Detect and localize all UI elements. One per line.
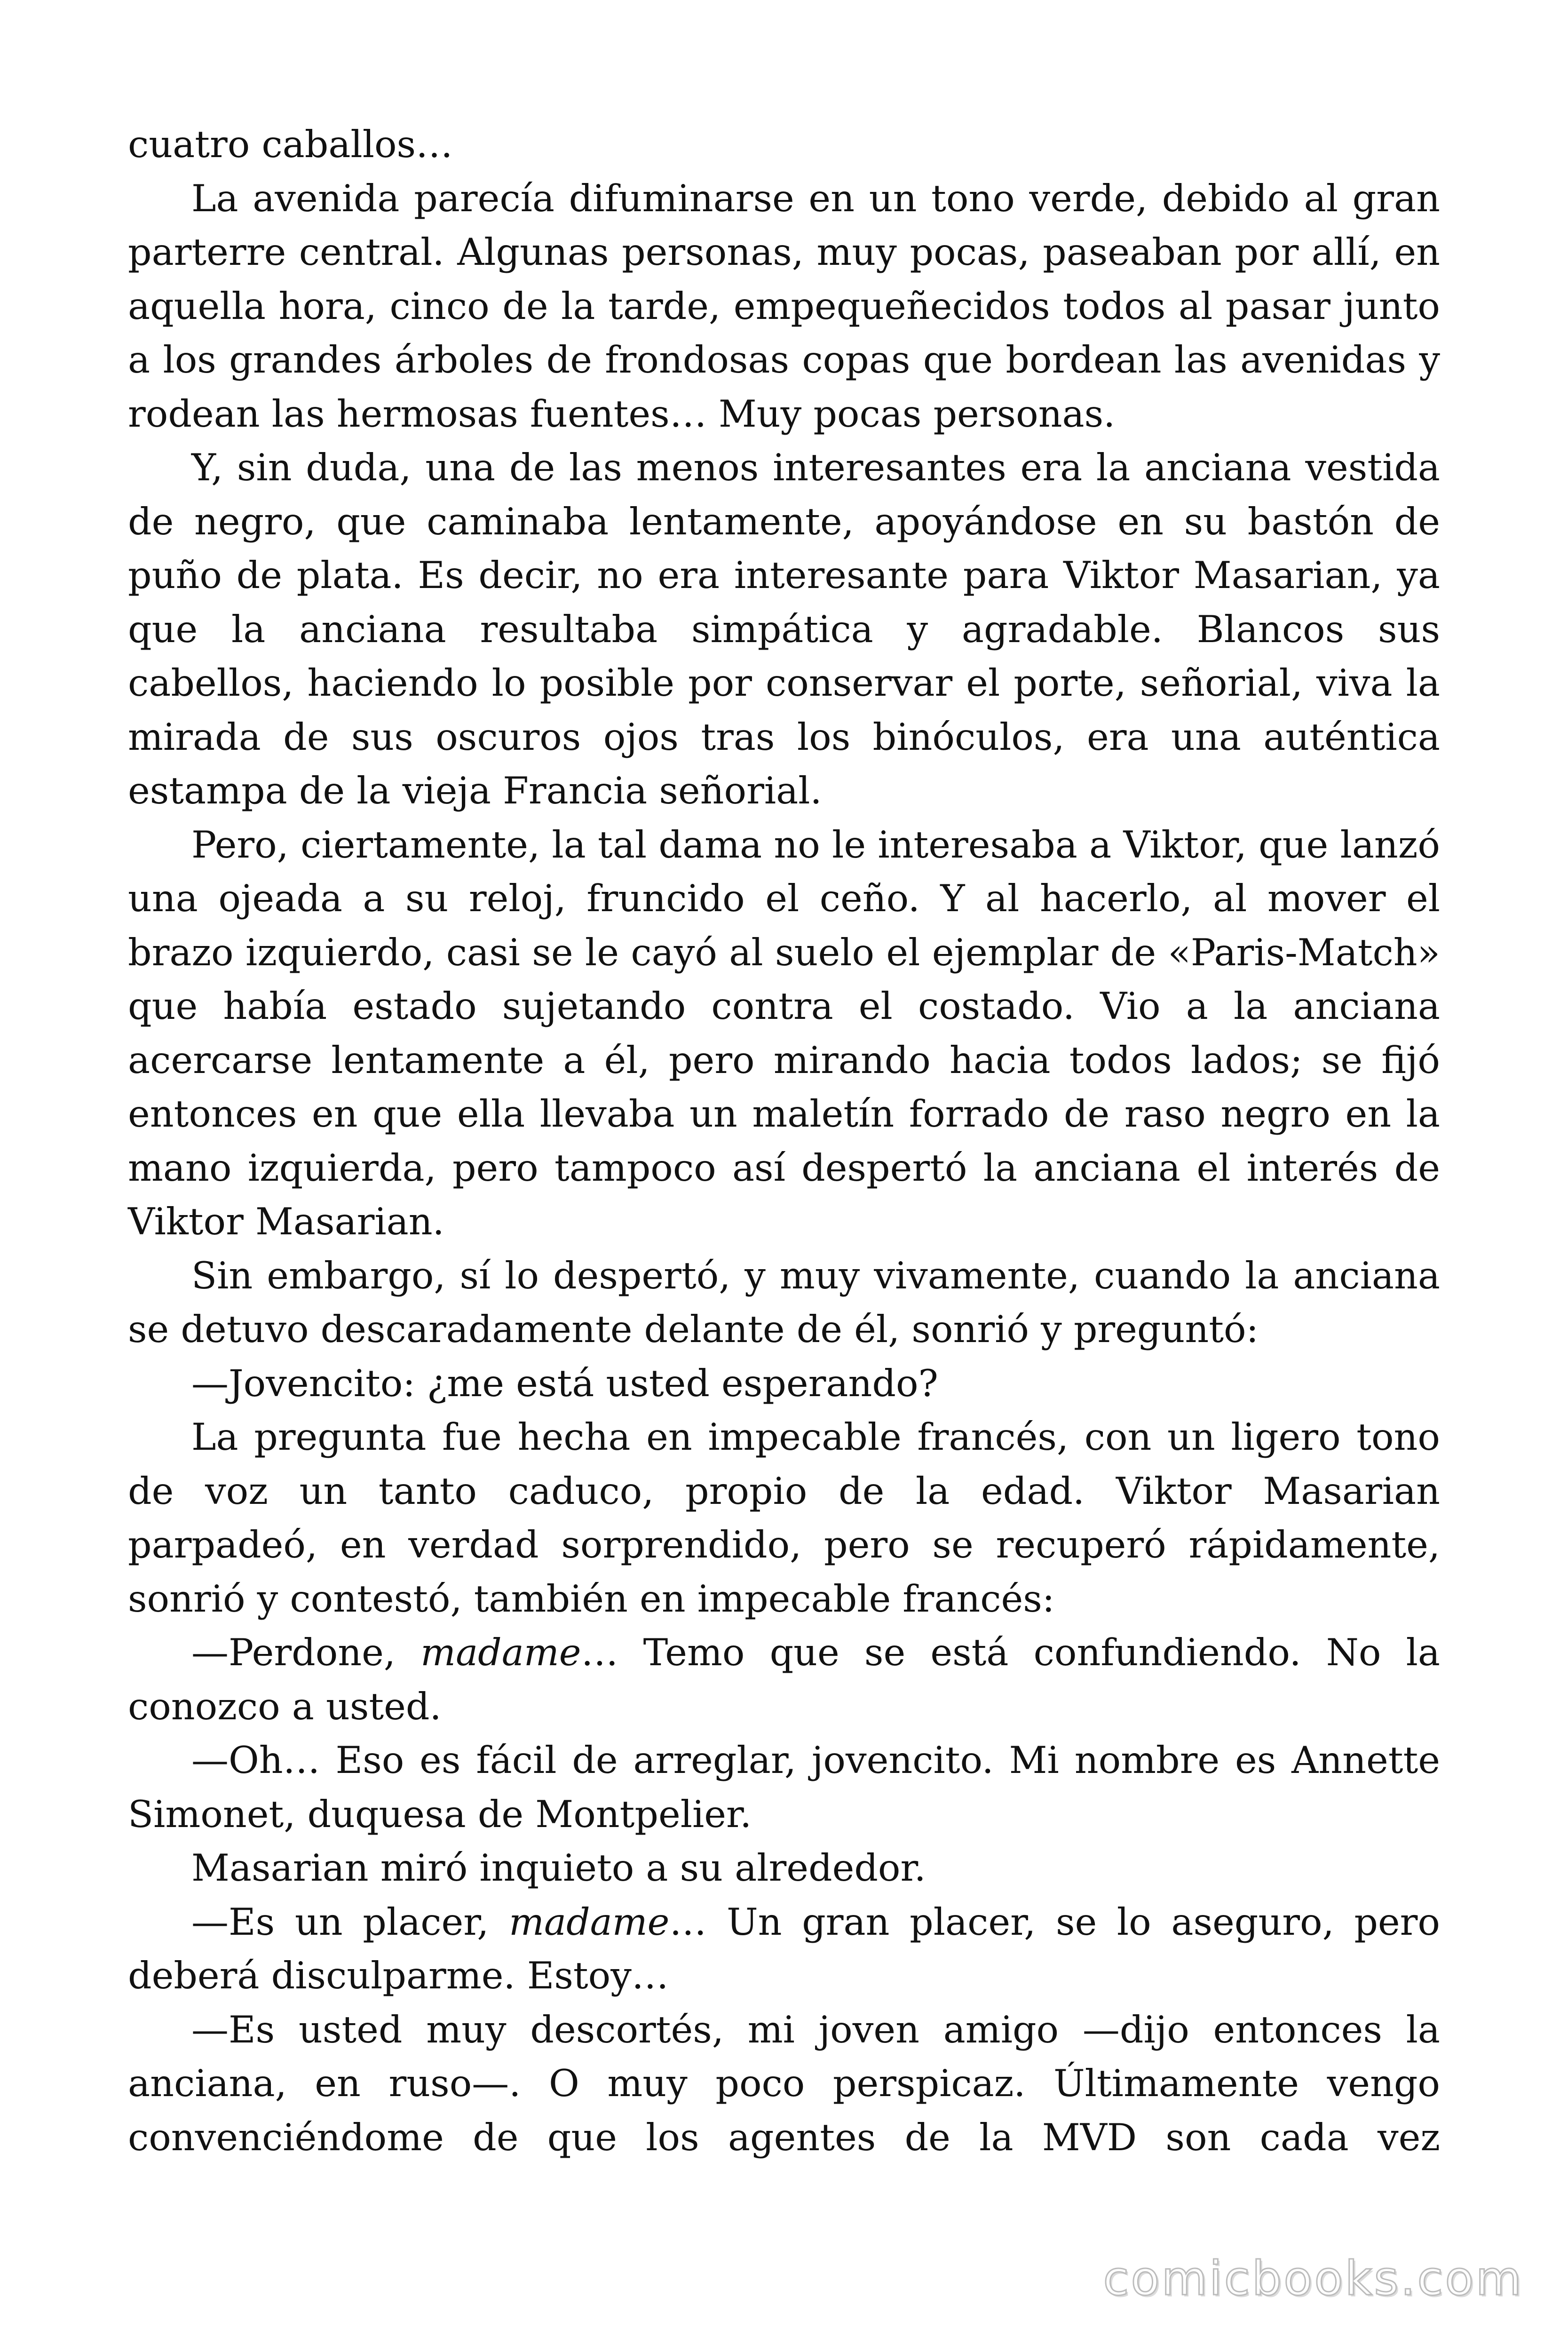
paragraph-11 [128, 1895, 1440, 2003]
paragraph-11-italic: madame [509, 1900, 670, 1944]
paragraph-1 [128, 118, 1440, 172]
paragraph-8 [128, 1626, 1440, 1733]
paragraph-10 [128, 1841, 1440, 1895]
paragraph-8-before: —Perdone, [191, 1631, 421, 1674]
watermark-logo: comicbooks.com [1103, 2251, 1523, 2306]
paragraph-4-text: Pero, ciertamente, la tal dama no le interesaba a Viktor, que lanzó una ojeada a su reloj, fruncido el ceño. Y al hacerlo, al mover el brazo izquierdo, casi se le cayó al suelo el ejemplar de «Paris-Match» que había estado sujetando contra el costado. Vio a la anciana acercarse lentamente a él, pero mirando hacia todos lados; se fijó entonces en que ella llevaba un maletín forrado de raso negro en la mano izquierda, pero tampoco así despertó la anciana el interés de Viktor Masarian. [128, 823, 1440, 1243]
paragraph-12-text: —Es usted muy descortés, mi joven amigo —dijo entonces la anciana, en ruso—. O muy poco perspicaz. Últimamente vengo convenciéndome de que los agentes de la MVD son cada vez [128, 2008, 1440, 2159]
paragraph-3 [128, 441, 1440, 818]
paragraph-5 [128, 1249, 1440, 1357]
body-text [128, 118, 1440, 2164]
paragraph-8-after: … Temo que se está confundiendo. No la conozco a usted. [128, 1631, 1440, 1728]
paragraph-9-text: —Oh… Eso es fácil de arreglar, jovencito. Mi nombre es Annette Simonet, duquesa de Montpelier. [128, 1739, 1440, 1836]
paragraph-7-text: La pregunta fue hecha en impecable francés, con un ligero tono de voz un tanto caduco, propio de la edad. Viktor Masarian parpadeó, en verdad sorprendido, pero se recuperó rápidamente, sonrió y contestó, también en impecable francés: [128, 1415, 1440, 1621]
paragraph-8-italic: madame [420, 1631, 581, 1674]
paragraph-11-after: … Un gran placer, se lo aseguro, pero deberá disculparme. Estoy… [128, 1900, 1440, 1997]
paragraph-4 [128, 818, 1440, 1249]
paragraph-10-text: Masarian miró inquieto a su alrededor. [191, 1846, 926, 1890]
paragraph-7 [128, 1410, 1440, 1626]
paragraph-2-text: La avenida parecía difuminarse en un tono verde, debido al gran parterre central. Algunas personas, muy pocas, paseaban por allí, en aquella hora, cinco de la tarde, empequeñecidos todos al pasar junto a los grandes árboles de frondosas copas que bordean las avenidas y rodean las hermosas fuentes… Muy pocas personas. [128, 176, 1440, 436]
paragraph-1-text: cuatro caballos… [128, 123, 453, 166]
paragraph-6 [128, 1357, 1440, 1411]
paragraph-11-before: —Es un placer, [191, 1900, 509, 1944]
paragraph-6-text: —Jovencito: ¿me está usted esperando? [191, 1361, 938, 1405]
paragraph-3-text: Y, sin duda, una de las menos interesantes era la anciana vestida de negro, que caminaba lentamente, apoyándose en su bastón de puño de plata. Es decir, no era interesante para Viktor Masarian, ya que la anciana resultaba simpática y agradable. Blancos sus cabellos, haciendo lo posible por conservar el porte, señorial, viva la mirada de sus oscuros ojos tras los binóculos, era una auténtica estampa de la vieja Francia señorial. [128, 446, 1440, 812]
paragraph-12 [128, 2003, 1440, 2165]
paragraph-5-text: Sin embargo, sí lo despertó, y muy vivamente, cuando la anciana se detuvo descaradamente delante de él, sonrió y preguntó: [128, 1254, 1440, 1351]
paragraph-2 [128, 172, 1440, 441]
paragraph-9 [128, 1733, 1440, 1841]
